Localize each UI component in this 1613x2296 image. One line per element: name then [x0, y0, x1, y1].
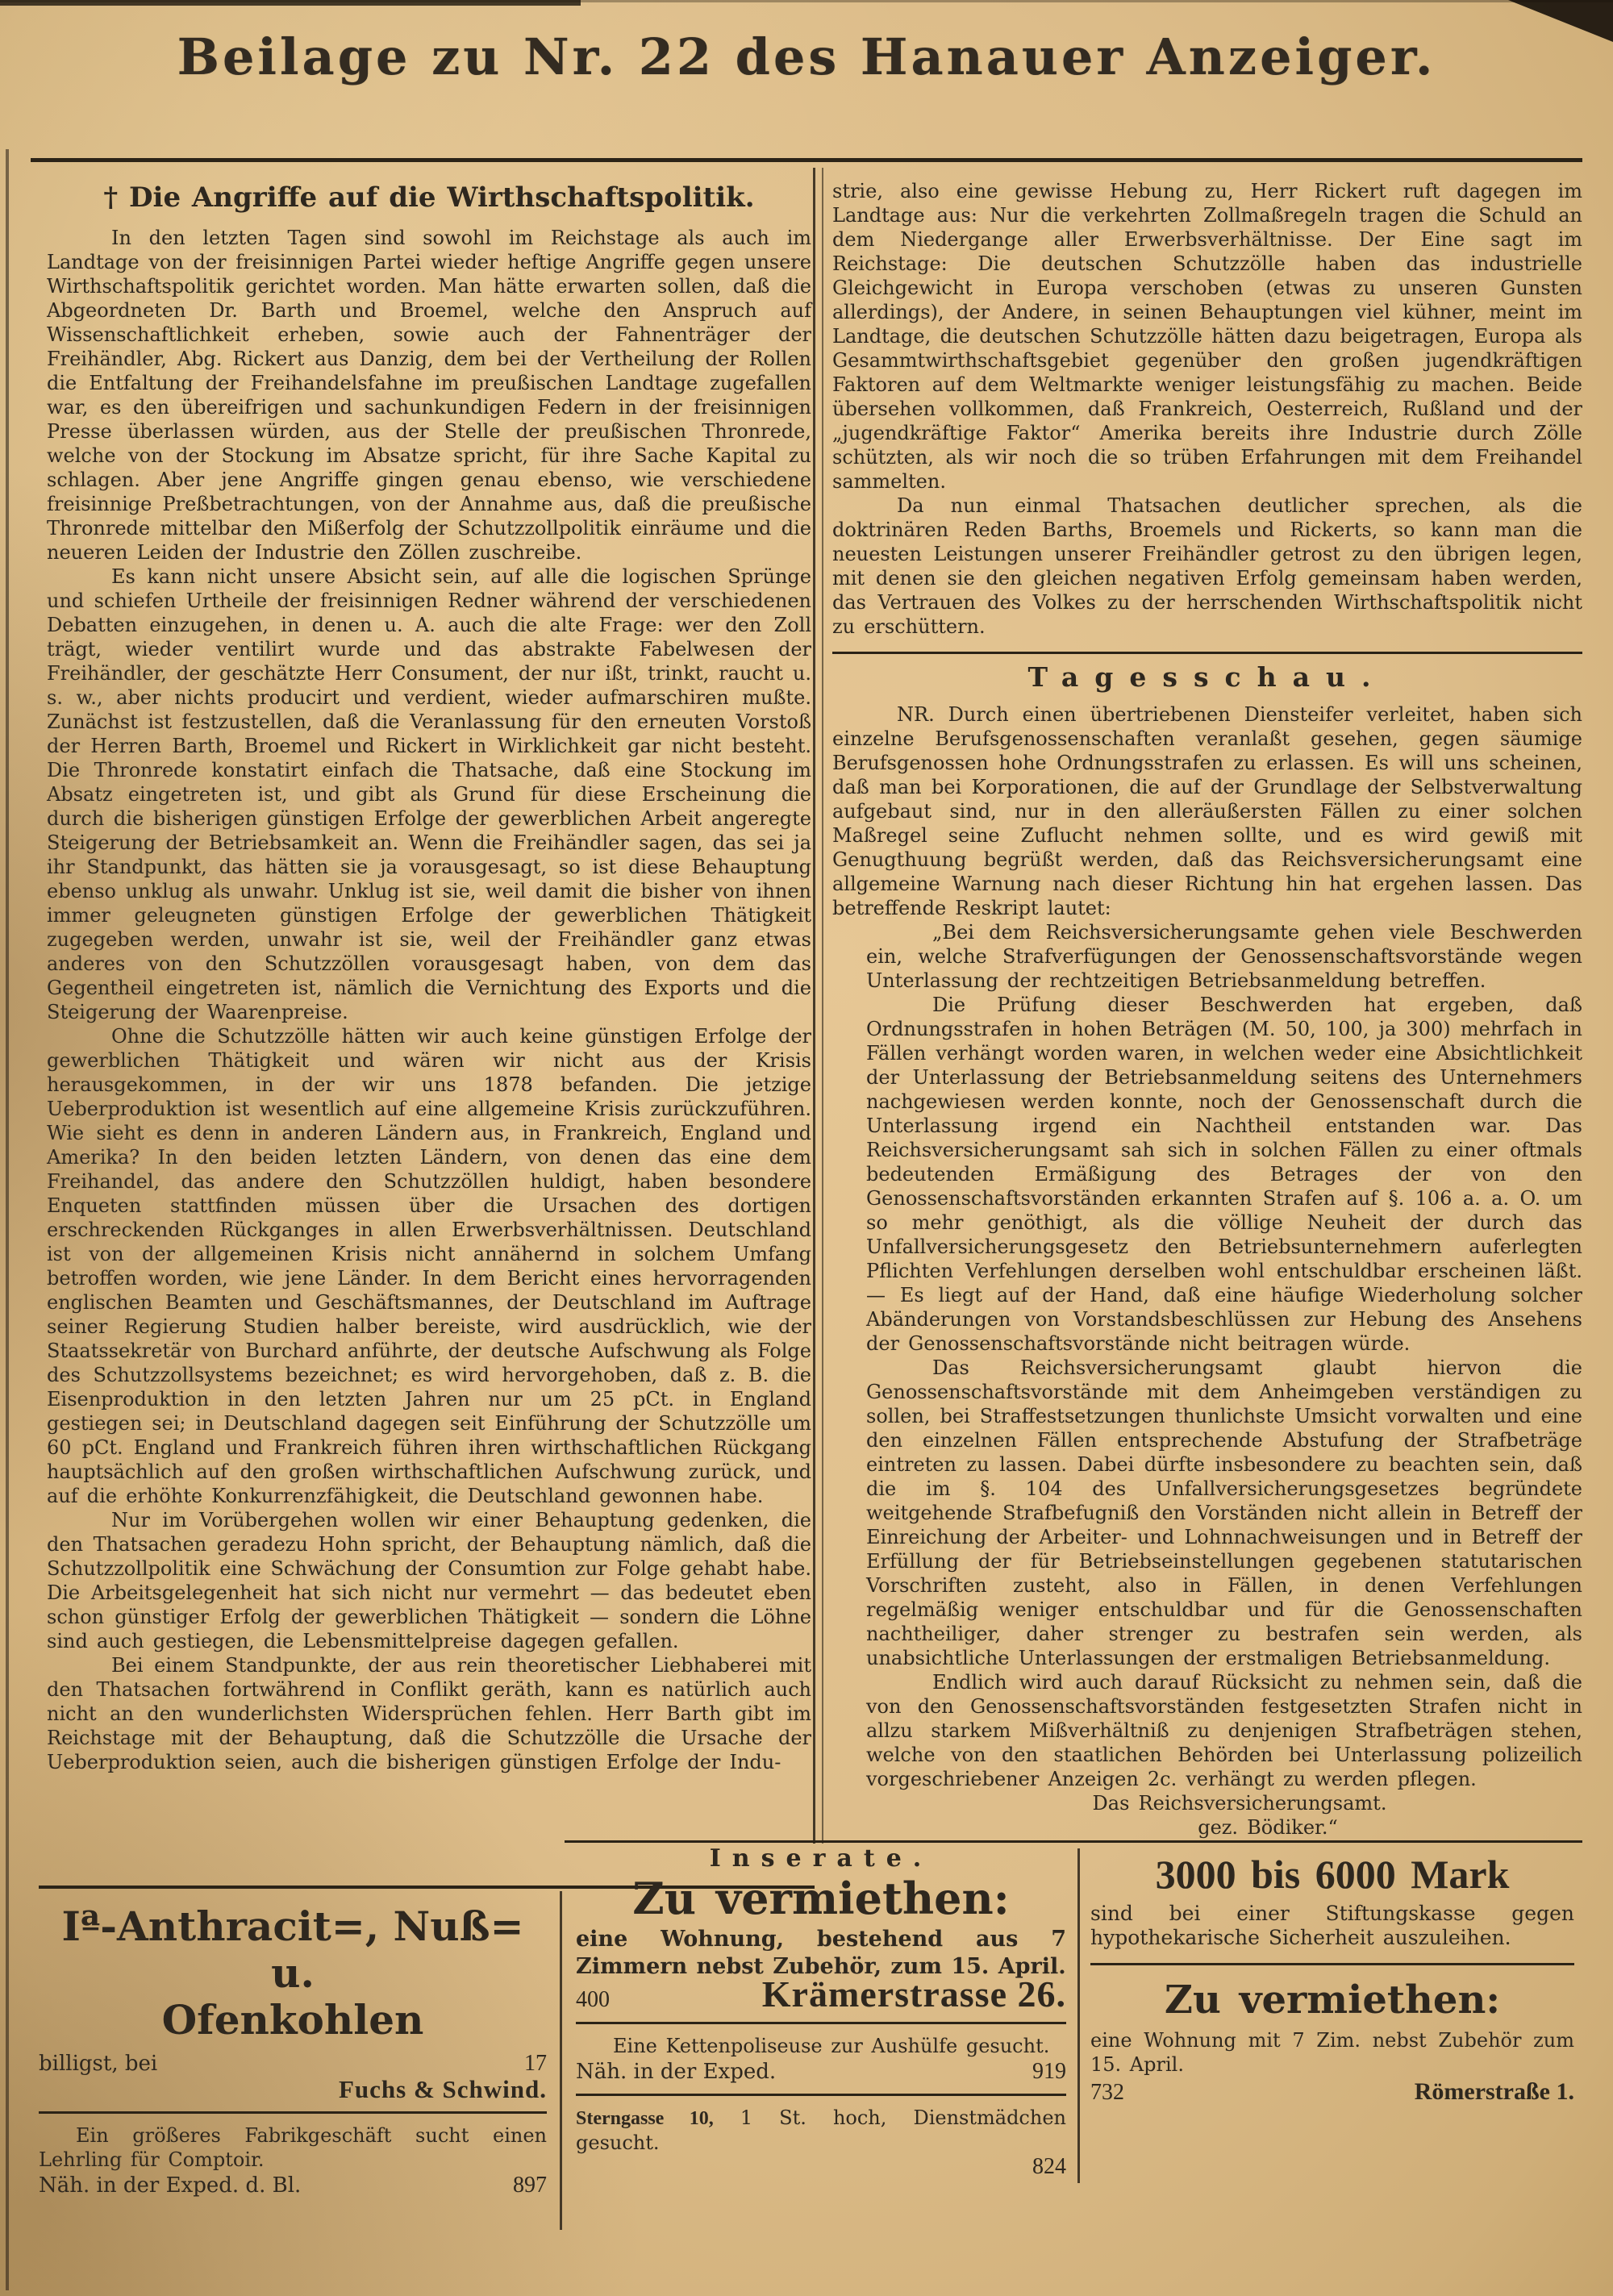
tagesschau-title: Tagesschau.	[1027, 661, 1387, 693]
loan-ad	[1090, 1852, 1574, 1950]
ad-divider-rule	[39, 2111, 547, 2114]
ads-column-right	[1090, 1852, 1574, 2105]
ad-number: 732	[1090, 2080, 1124, 2105]
article-paragraph-continuation: strie, also eine gewisse Hebung zu, Herr Rickert ruft dagegen im Landtage aus: Nur die verkehrten Zollmaßregeln tragen die Schuld an dem Niedergange aller Erwerbsverhältnisse. Der Eine sagt im Reichstage: Die deutschen Schutzzölle haben das industrielle Gleichgewicht in Europa verschoben (etwas zu unseren Gunsten allerdings), der Andere, in seinen Behauptungen viel kühner, meint im Landtage, die deutschen Schutzzölle hätten dazu beigetragen, Europa als Gesammtwirthschaftsgebiet gegenüber den großen jugendkräftigen Faktoren auf dem Weltmarkte weniger leistungsfähig zu machen. Beide übersehen vollkommen, daß Frankreich, Oesterreich, Rußland und der „jugendkräftige Faktor“ Amerika bereits ihre Industrie durch Zölle schützten, als wir noch die so trüben Erfahrungen mit dem Freihandel sammelten.	[832, 180, 1582, 493]
left-column	[47, 179, 811, 1774]
rescript-paragraph: Die Prüfung dieser Beschwerden hat ergeben, daß Ordnungsstrafen in hohen Beträgen (M. 50, 100, ja 300) mehrfach in Fällen verhängt worden waren, in welchen weder eine Absichtlichkeit der Unterlassung der Betriebsanmeldung seitens des Unternehmers nachgewiesen werden konnte, noch der Genossenschaft durch die Unterlassung irgend ein Nachtheil entstanden war. Das Reichsversicherungsamt sah sich in solchen Fällen zu einer oftmals bedeutenden Ermäßigung des Betrages der von den Genossenschaftsvorständen erkannten Strafen auf §. 106 a. a. O. um so mehr genöthigt, als die völlige Neuheit der durch das Unfallversicherungsgesetz den Betriebsunternehmern auferlegten Pflichten Verfehlungen derselben wohl entschuldbar erscheinen läßt. — Es liegt auf der Hand, daß eine häufige Wiederholung solcher Abänderungen von Vorstandsbeschlüssen zur Hebung des Ansehens der Genossenschaftsvorstände nicht beitragen würde.	[866, 994, 1582, 1355]
article-paragraph: In den letzten Tagen sind sowohl im Reichstage als auch im Landtage von der freisinnigen Partei wieder heftige Angriffe gegen unsere Wirthschaftspolitik gerichtet worden. Man hätte erwarten sollen, daß die Abgeordneten Dr. Barth und Broemel, welche den Anspruch auf Wissenschaftlichkeit erheben, sowie auch der Fahnenträger der Freihändler, Abg. Rickert aus Danzig, dem bei der Vertheilung der Rollen die Entfaltung der Freihandelsfahne im preußischen Landtage zugefallen war, es den übereifrigen und sachunkundigen Federn in der freisinnigen Presse überlassen würden, aus der Stelle der preußischen Thronrede, welche von der Stockung im Absatze spricht, für ihre Sache Kapital zu schlagen. Aber jene Angriffe gingen genau ebenso, wie verschiedene freisinnige Preßbetrachtungen, von der Annahme aus, daß die preußische Thronrede mittelbar den Mißerfolg der Schutzzollpolitik einräume und die neueren Leiden der Industrie den Zöllen zuschreibe.	[47, 227, 811, 564]
ad-divider-rule	[576, 2094, 1066, 2096]
loan-ad-body: sind bei einer Stiftungskasse gegen hypothekarische Sicherheit auszuleihen.	[1090, 1902, 1574, 1949]
rent-ad-1	[576, 1873, 1066, 2015]
rescript-paragraph: Das Reichsversicherungsamt glaubt hiervon die Genossenschaftsvorstände mit dem Anheimgeben verständigen zu sollen, bei Straffestsetzungen thunlichste Umsicht vorwalten und eine den einzelnen Fällen entsprechende Abstufung der Strafbeträge eintreten zu lassen. Dabei dürfte insbesondere zu beachten sein, daß die im §. 104 des Unfallversicherungsgesetzes begründete weitgehende Strafbefugniß den Vorständen nicht allein in Betreff der Einreichung der Arbeiter- und Lohnnachweisungen und in Betreff der Erfüllung der für Betriebseinstellungen gegebenen statutarischen Vorschriften zusteht, also in Fällen, in denen Verfehlungen regelmäßig weniger entschuldbar und für die Genossenschaften nachtheiliger, daher strenger zu bestrafen sein werden, als unabsichtliche Unterlassungen der erstmaligen Betriebsanmeldung.	[866, 1356, 1582, 1669]
polisher-ad-text: Eine Kettenpoliseuse zur Aushülfe gesucht.	[613, 2035, 1050, 2057]
maid-ad-address: Sterngasse 10,	[576, 2108, 714, 2129]
ads-column-middle	[576, 1844, 1066, 2179]
ads-column-left	[39, 1903, 547, 2198]
coal-ad-prefix: billigst, bei	[39, 2052, 158, 2076]
rent-ad-2	[1090, 1978, 1574, 2105]
ad-divider-rule	[576, 2022, 1066, 2024]
article-paragraph: Ohne die Schutzzölle hätten wir auch keine günstigen Erfolge der gewerblichen Thätigkeit und wären wir nicht aus der Krisis herausgekommen, in der wir uns 1878 befanden. Die jetzige Ueberproduktion ist wesentlich auf eine allgemeine Krisis zurückzuführen. Wie sieht es denn in anderen Ländern aus, in Frankreich, England und Amerika? In den beiden letzten Ländern, von denen das eine dem Freihandel, das andere den Schutzzöllen huldigt, haben besondere Enqueten stattfinden müssen über die Ursachen des dortigen erschreckenden Rückganges in allen Erwerbsverhältnissen. Deutschland ist von der allgemeinen Krisis nicht annähernd in solchem Umfang betroffen worden, wie jene Länder. In dem Bericht eines hervorragenden englischen Beamten und Geschäftsmannes, der Deutschland im Auftrage seiner Regierung Studien halber bereiste, wird ausdrücklich, wie der Staatssekretär von Burchard anführte, der deutsche Aufschwung als Folge des Schutzzollsystems bezeichnet; es wird hervorgehoben, daß z. B. die Eisenproduktion in den letzten Jahren nur um 25 pCt. in England gestiegen sei; in Deutschland dagegen seit Einführung der Schutzzölle um 60 pCt. England und Frankreich führen ihren wirthschaftlichen Rückgang hauptsächlich auf den großen wirthschaftlichen Aufschwung zurück, und auf die erhöhte Konkurrenzfähigkeit, die Deutschland gewonnen habe.	[47, 1025, 811, 1507]
article-paragraph: Bei einem Standpunkte, der aus rein theoretischer Liebhaberei mit den Thatsachen fortwährend in Conflikt geräth, kann es natürlich auch nicht an den wunderlichsten Widersprüchen fehlen. Herr Barth gibt im Reichstage mit der Behauptung, daß die Schutzzölle die Ursache der Ueberproduktion seien, auch die bisherigen günstigen Erfolge der Indu-	[47, 1654, 811, 1773]
article-paragraph: Da nun einmal Thatsachen deutlicher sprechen, als die doktrinären Reden Barths, Broemels und Rickerts, so kann man die neuesten Leistungen unserer Freihändler getrost zu den übrigen legen, mit denen sie den gleichen negativen Erfolg gemeinsam haben werden, das Vertrauen des Volkes zu der herrschenden Wirthschaftspolitik nicht zu erschüttern.	[832, 494, 1582, 638]
article-paragraph: Nur im Vorübergehen wollen wir einer Behauptung gedenken, die den Thatsachen geradezu Hohn spricht, der Behauptung nämlich, daß die Schutzzollpolitik eine Schwächung der Consumtion zur Folge gehabt habe. Die Arbeitsgelegenheit hat sich nicht nur vermehrt — das bedeutet eben schon günstiger Erfolg der gewerblichen Thätigkeit — sondern die Löhne sind auch gestiegen, die Lebensmittelpreise dagegen gefallen.	[47, 1509, 811, 1652]
section-divider-rule	[832, 652, 1582, 654]
signature-office: Das Reichsversicherungsamt.	[1092, 1792, 1387, 1815]
scan-edge-artifact	[0, 0, 581, 6]
scan-edge-artifact	[6, 149, 9, 2290]
ad-divider-rule	[1090, 1963, 1574, 1965]
masthead-rule	[31, 158, 1582, 162]
inserate-top-rule	[565, 1840, 1582, 1843]
ad-number: 17	[524, 2051, 547, 2076]
apprentice-ad	[39, 2123, 547, 2198]
loan-ad-title: 3000 bis 6000 Mark	[1155, 1852, 1510, 1897]
maid-ad	[576, 2106, 1066, 2179]
column-divider-rule	[813, 168, 823, 1844]
polisher-ad-note: Näh. in der Exped.	[576, 2060, 777, 2084]
rent-ad-title: Zu vermiethen:	[632, 1873, 1010, 1924]
ads-divider-rule	[1077, 1848, 1080, 2183]
signature-name: gez. Bödiker.“	[1198, 1816, 1338, 1839]
coal-ad-headline: Iª-Anthracit=, Nuß= u.	[61, 1902, 524, 1997]
masthead-title: Beilage zu Nr. 22 des Hanauer Anzeiger.	[177, 27, 1436, 86]
rescript-block	[832, 920, 1582, 1791]
apprentice-ad-note: Näh. in der Exped. d. Bl.	[39, 2173, 302, 2198]
inserate-title: Inserate.	[709, 1844, 933, 1873]
maid-ad-text: 1 St. hoch, Dienstmädchen gesucht.	[576, 2106, 1066, 2154]
article-title: † Die Angriffe auf die Wirthschaftspolitik.	[103, 181, 755, 214]
ad-number: 400	[576, 1987, 610, 2012]
polisher-ad	[576, 2034, 1066, 2084]
apprentice-ad-text: Ein größeres Fabrikgeschäft sucht einen Lehrling für Comptoir.	[39, 2124, 547, 2171]
rent-ad-title: Zu vermiethen:	[1164, 1977, 1501, 2023]
ad-number: 897	[513, 2173, 547, 2198]
rent-ad-body: eine Wohnung, bestehend aus 7 Zimmern nebst Zubehör, zum 15. April.	[576, 1927, 1066, 1979]
ad-number: 919	[1032, 2059, 1066, 2084]
coal-ad-firm: Fuchs & Schwind.	[338, 2075, 547, 2103]
rent-ad-address: Römerstraße 1.	[1414, 2078, 1574, 2105]
tagesschau-section	[832, 661, 1582, 1840]
tagesschau-paragraph: NR. Durch einen übertriebenen Diensteifer verleitet, haben sich einzelne Berufsgenossenschaften veranlaßt gesehen, gegen säumige Berufsgenossen hohe Ordnungsstrafen zu erlassen. Es will uns scheinen, daß man bei Korporationen, die auf der Grundlage der Selbstverwaltung aufgebaut sind, nur in den alleräußersten Fällen zu einer solchen Maßregel seine Zuflucht nehmen sollte, und es wird gewiß mit Genugthuung begrüßt werden, daß das Reichsversicherungsamt eine allgemeine Warnung nach dieser Richtung hin hat ergehen lassen. Das betreffende Reskript lautet:	[832, 703, 1582, 919]
right-column	[832, 179, 1582, 1840]
rent-ad-body: eine Wohnung mit 7 Zim. nebst Zubehör zum 15. April.	[1090, 2029, 1574, 2076]
ads-divider-rule	[560, 1891, 562, 2230]
coal-ad	[39, 1903, 547, 2102]
coal-ad-headline: Ofenkohlen	[161, 1996, 424, 2044]
article-paragraph: Es kann nicht unsere Absicht sein, auf alle die logischen Sprünge und schiefen Urtheile der freisinnigen Redner während der verschiedenen Debatten einzugehen, in denen u. A. auch die alte Frage: wer den Zoll trägt, wieder ventilirt wurde und das abstrakte Fabelwesen der Freihändler, der geschätzte Herr Consument, der nur ißt, trinkt, raucht u. s. w., aber nichts producirt und verdient, wieder aufmarschiren mußte. Zunächst ist festzustellen, daß die Veranlassung für den erneuten Vorstoß der Herren Barth, Broemel und Rickert in Wirklichkeit gar nicht besteht. Die Thronrede konstatirt einfach die Thatsache, daß eine Stockung im Absatz eingetreten ist, und gibt als Grund für diese Erscheinung die durch die bisherigen günstigen Erfolge der gewerblichen Arbeit angeregte Steigerung der Betriebsamkeit an. Wenn die Freihändler sagen, das sei ja ihr Standpunkt, das hätten sie ja vorausgesagt, so ist diese Behauptung ebenso unklug als unwahr. Unklug ist sie, weil damit die bisher von ihnen immer geleugneten günstigen Erfolge der gewerblichen Thätigkeit zugegeben werden, unwahr ist sie, weil der Freihändler ganz etwas anderes von den Schutzzöllen vorausgesagt haben, von dem das Gegentheil eingetreten ist, nämlich die Vernichtung des Exports und die Steigerung der Waarenpreise.	[47, 565, 811, 1023]
ad-number: 824	[1032, 2154, 1066, 2179]
rent-ad-address: Krämerstrasse 26.	[761, 1973, 1066, 2015]
rescript-paragraph: Endlich wird auch darauf Rücksicht zu nehmen sein, daß die von den Genossenschaftsvorständen festgesetzten Strafen nicht in allzu starkem Mißverhältniß zu denjenigen Strafbeträgen stehen, welche von den staatlichen Behörden bei Unterlassung polizeilich vorgeschriebener Anzeigen 2c. verhängt zu werden pflegen.	[866, 1671, 1582, 1790]
rescript-paragraph: „Bei dem Reichsversicherungsamte gehen viele Beschwerden ein, welche Strafverfügungen der Genossenschaftsvorstände wegen Unterlassung der rechtzeitigen Betriebsanmeldung betreffen.	[866, 921, 1582, 992]
